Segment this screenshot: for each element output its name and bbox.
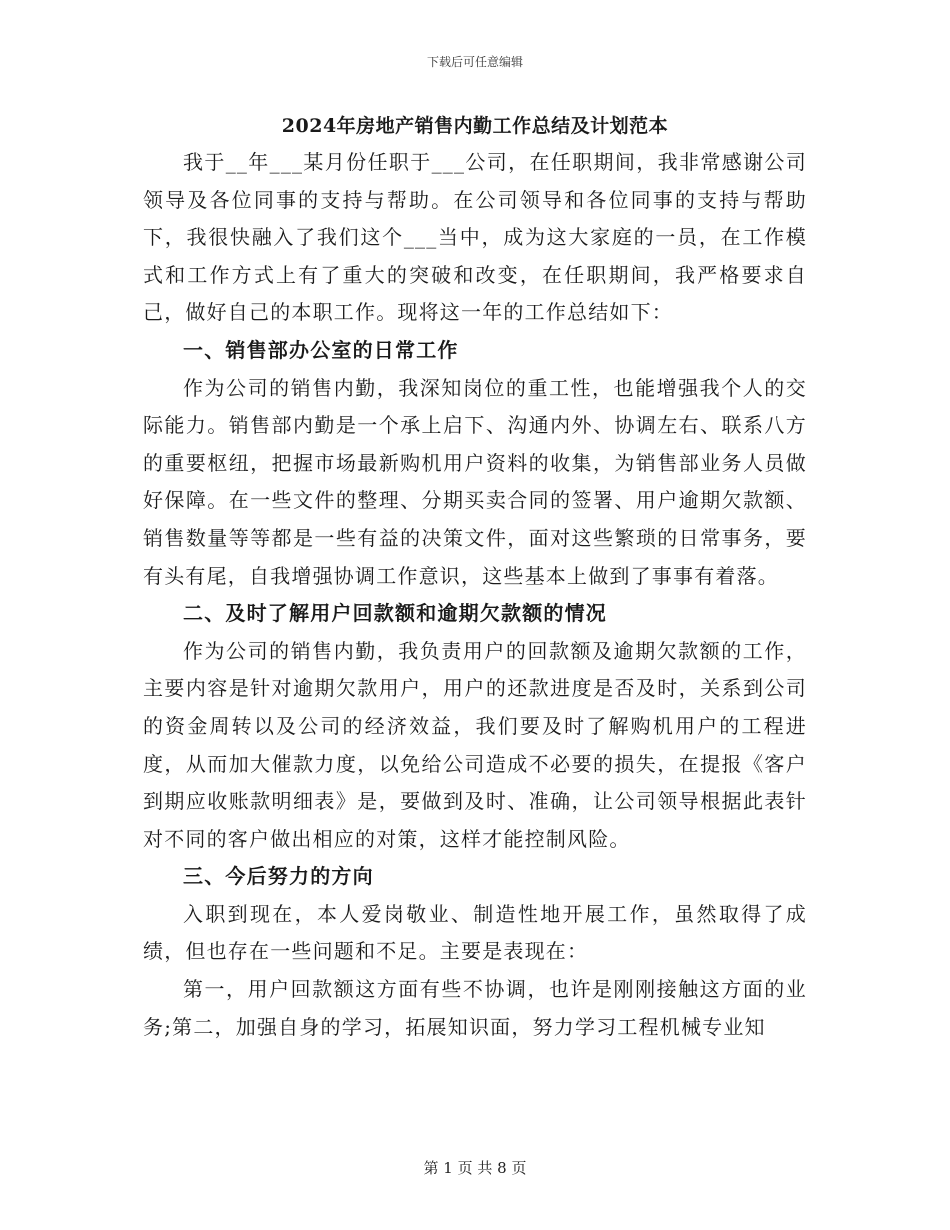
page-header-note: 下载后可任意编辑	[426, 55, 523, 69]
section-1-paragraph: 作为公司的销售内勤，我深知岗位的重工性，也能增强我个人的交际能力。销售部内勤是一个承上启下、沟通内外、协调左右、联系八方的重要枢纽，把握市场最新购机用户资料的收集，为销售部业务人员做好保障。在一些文件的整理、分期买卖合同的签署、用户逾期欠款额、销售数量等等都是一些有益的决策文件，面对这些繁琐的日常事务，要有头有尾，自我增强协调工作意识，这些基本上做到了事事有着落。	[143, 375, 807, 588]
section-heading-3: 三、今后努力的方向	[183, 864, 374, 889]
section-heading-2: 二、及时了解用户回款额和逾期欠款额的情况	[183, 601, 607, 626]
section-heading-1: 一、销售部办公室的日常工作	[183, 337, 459, 362]
section-3-paragraph-2: 第一，用户回款额这方面有些不协调，也许是刚刚接触这方面的业务;第二，加强自身的学习，拓展知识面，努力学习工程机械专业知	[143, 977, 807, 1039]
page-number-footer: 第 1 页 共 8 页	[423, 1159, 527, 1177]
intro-paragraph: 我于__年___某月份任职于___公司，在任职期间，我非常感谢公司领导及各位同事的支持与帮助。在公司领导和各位同事的支持与帮助下，我很快融入了我们这个___当中，成为这大家庭的一员，在工作模式和工作方式上有了重大的突破和改变，在任职期间，我严格要求自己，做好自己的本职工作。现将这一年的工作总结如下：	[143, 150, 807, 325]
section-3-paragraph-1: 入职到现在，本人爱岗敬业、制造性地开展工作，虽然取得了成绩，但也存在一些问题和不足。主要是表现在：	[143, 901, 807, 964]
document-title: 2024年房地产销售内勤工作总结及计划范本	[281, 115, 669, 137]
section-2-paragraph: 作为公司的销售内勤，我负责用户的回款额及逾期欠款额的工作，主要内容是针对逾期欠款用户，用户的还款进度是否及时，关系到公司的资金周转以及公司的经济效益，我们要及时了解购机用户的工程进度，从而加大催款力度，以免给公司造成不必要的损失，在提报《客户到期应收账款明细表》是，要做到及时、准确，让公司领导根据此表针对不同的客户做出相应的对策，这样才能控制风险。	[143, 638, 807, 851]
document-body	[143, 108, 807, 1046]
